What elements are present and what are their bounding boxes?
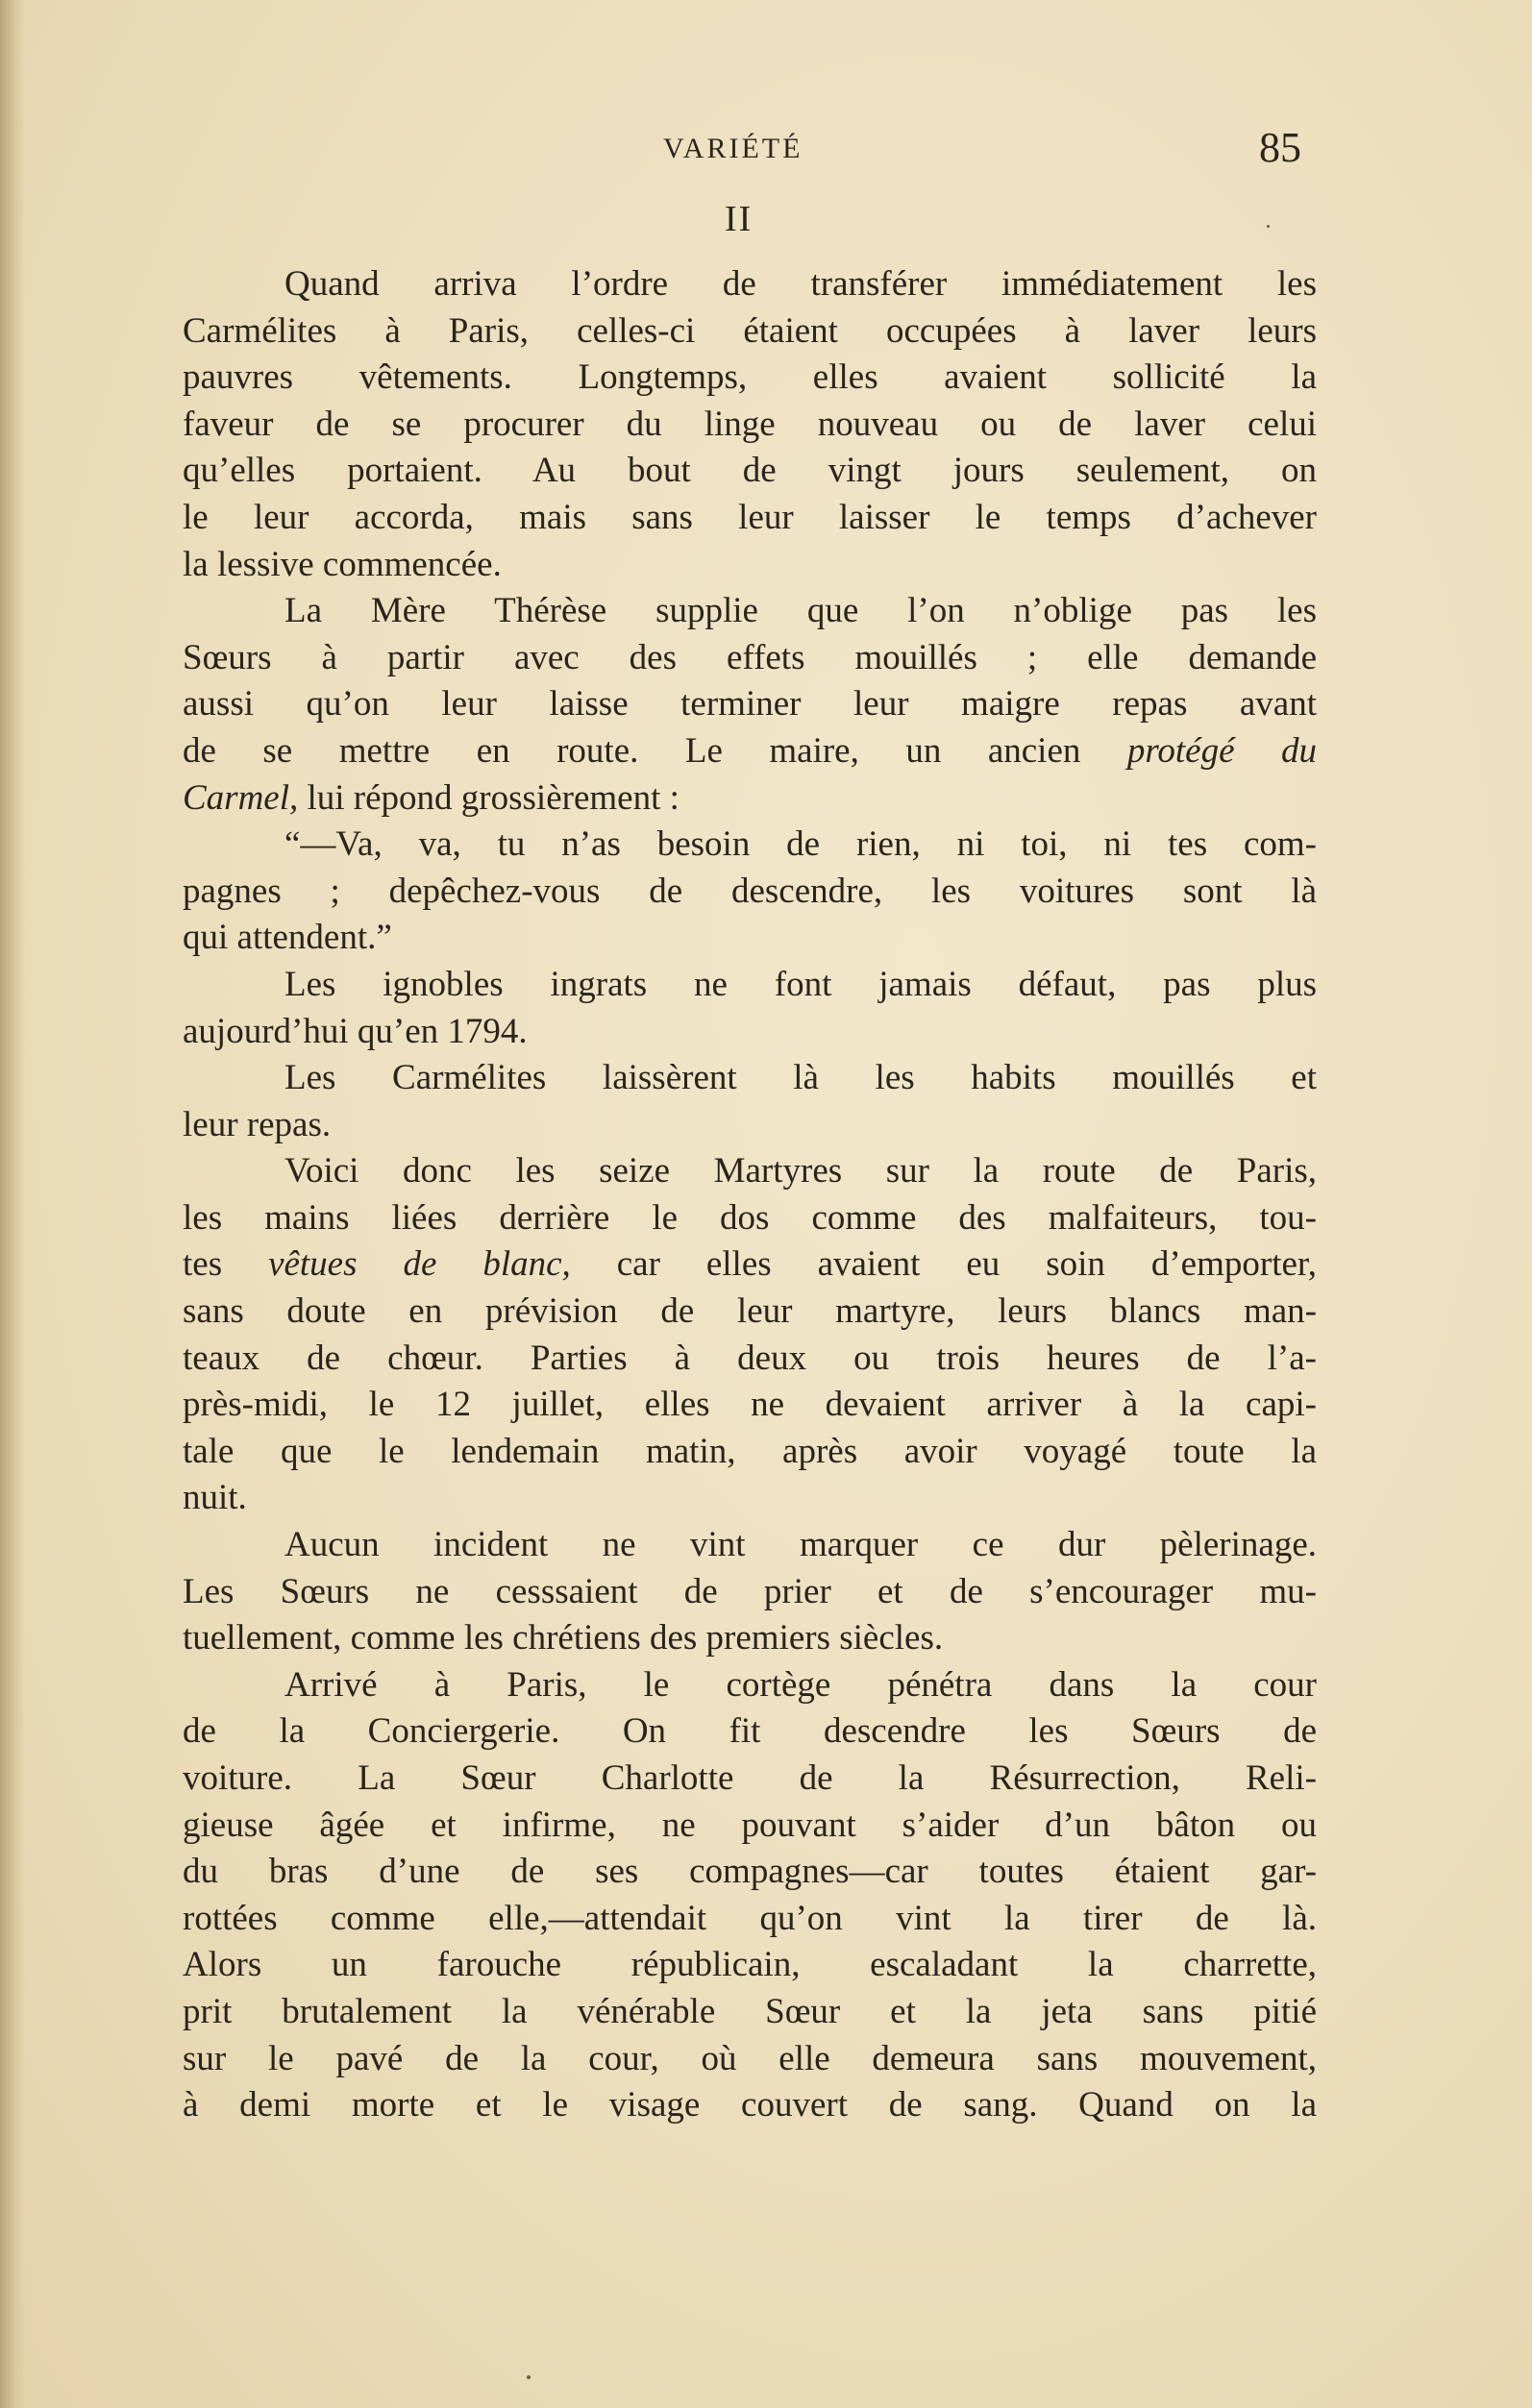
text-line xyxy=(183,775,1317,823)
text-line xyxy=(183,915,1317,962)
text-run: car elles avaient eu soin d’emporter, xyxy=(570,1244,1317,1285)
text-line xyxy=(183,1382,1317,1429)
text-line xyxy=(183,1756,1317,1803)
text-run: pauvres vêtements. Longtemps, elles avaient sollicité la xyxy=(183,357,1317,398)
paper-speck xyxy=(1267,225,1270,228)
text-line xyxy=(183,1429,1317,1476)
text-run: la lessive commencée. xyxy=(183,544,502,584)
text-run: aussi qu’on leur laisse terminer leur maigre repas avant xyxy=(183,684,1317,725)
text-line xyxy=(183,728,1317,775)
text-run: Les Sœurs ne cesssaient de prier et de s’encourager mu- xyxy=(183,1571,1317,1611)
text-line xyxy=(183,1241,1317,1289)
text-line xyxy=(183,822,1317,869)
text-line xyxy=(183,448,1317,495)
text-run: sans doute en prévision de leur martyre, leurs blancs man- xyxy=(183,1291,1317,1332)
text-run: Arrivé à Paris, le cortège pénétra dans la cour xyxy=(284,1664,1317,1705)
text-run: Alors un farouche républicain, escaladant la charrette, xyxy=(183,1945,1317,1985)
text-line xyxy=(183,2082,1317,2129)
text-run: Carmélites à Paris, celles-ci étaient occupées à laver leurs xyxy=(183,310,1317,351)
text-run: “—Va, va, tu n’as besoin de rien, ni toi, ni tes com- xyxy=(284,824,1317,865)
text-run: Sœurs à partir avec des effets mouillés ; elle demande xyxy=(183,637,1317,677)
text-run: rottées comme elle,—attendait qu’on vint la tirer de là. xyxy=(183,1898,1317,1938)
text-line xyxy=(183,1148,1317,1195)
text-line xyxy=(183,308,1317,356)
text-line xyxy=(183,261,1317,308)
text-line xyxy=(183,1662,1317,1709)
text-run: de la Conciergerie. On fit descendre les Sœurs de xyxy=(183,1711,1317,1752)
italic-phrase: protégé du xyxy=(1126,730,1317,771)
text-run: le leur accorda, mais sans leur laisser le temps d’achever xyxy=(183,497,1317,537)
text-run: qui attendent.” xyxy=(183,918,392,958)
text-run: faveur de se procurer du linge nouveau ou de laver celui xyxy=(183,404,1317,444)
text-line xyxy=(183,1942,1317,1989)
text-line xyxy=(183,542,1317,589)
text-line xyxy=(183,1849,1317,1896)
text-run: tes xyxy=(183,1244,269,1285)
body-text xyxy=(183,261,1317,2129)
text-line xyxy=(183,1615,1317,1662)
text-line xyxy=(183,1009,1317,1056)
text-run: qu’elles portaient. Au bout de vingt jours seulement, on xyxy=(183,451,1317,491)
text-run: gieuse âgée et infirme, ne pouvant s’aider d’un bâton ou xyxy=(183,1805,1317,1845)
text-run: lui répond grossièrement : xyxy=(298,777,680,818)
text-line xyxy=(183,402,1317,449)
text-line xyxy=(183,1522,1317,1569)
text-line xyxy=(183,1989,1317,2036)
text-line xyxy=(183,1569,1317,1616)
text-line xyxy=(183,1055,1317,1102)
text-line xyxy=(183,1896,1317,1943)
italic-phrase: vêtues de blanc, xyxy=(268,1244,571,1285)
text-run: nuit. xyxy=(183,1478,247,1518)
text-run: Quand arriva l’ordre de transférer immédiatement les xyxy=(284,264,1317,304)
text-line xyxy=(183,355,1317,402)
text-line xyxy=(183,1289,1317,1336)
text-run: pagnes ; depêchez-vous de descendre, les voitures sont là xyxy=(183,871,1317,911)
text-run: tale que le lendemain matin, après avoir voyagé toute la xyxy=(183,1431,1317,1471)
text-run: tuellement, comme les chrétiens des premiers siècles. xyxy=(183,1618,944,1659)
text-line xyxy=(183,495,1317,542)
text-run: teaux de chœur. Parties à deux ou trois heures de l’a- xyxy=(183,1338,1317,1378)
page-gutter-shadow xyxy=(0,0,25,2408)
text-run: près-midi, le 12 juillet, elles ne devaient arriver à la capi- xyxy=(183,1385,1317,1425)
text-run: à demi morte et le visage couvert de sang. Quand on la xyxy=(183,2085,1317,2125)
text-line xyxy=(183,2036,1317,2083)
text-run: sur le pavé de la cour, où elle demeura sans mouvement, xyxy=(183,2038,1317,2078)
italic-phrase: Carmel, xyxy=(183,777,299,818)
text-line xyxy=(183,1336,1317,1383)
text-run: Les ignobles ingrats ne font jamais défaut, pas plus xyxy=(284,964,1317,1004)
text-run: leur repas. xyxy=(183,1104,332,1144)
text-line xyxy=(183,588,1317,635)
text-line xyxy=(183,962,1317,1009)
text-line xyxy=(183,681,1317,728)
text-line xyxy=(183,1475,1317,1522)
text-run: Les Carmélites laissèrent là les habits mouillés et xyxy=(284,1058,1317,1098)
section-number: II xyxy=(725,199,754,239)
page-header xyxy=(0,123,1532,181)
text-line xyxy=(183,1195,1317,1242)
text-run: du bras d’une de ses compagnes—car toutes étaient gar- xyxy=(183,1852,1317,1892)
text-run: prit brutalement la vénérable Sœur et la jeta sans pitié xyxy=(183,1991,1317,2031)
text-line xyxy=(183,1102,1317,1149)
text-line xyxy=(183,635,1317,682)
running-head: VARIÉTÉ xyxy=(663,133,803,164)
text-run: La Mère Thérèse supplie que l’on n’oblige pas les xyxy=(284,591,1317,631)
text-run: aujourd’hui qu’en 1794. xyxy=(183,1011,528,1051)
text-run: de se mettre en route. Le maire, un ancien xyxy=(183,730,1127,771)
text-run: Voici donc les seize Martyres sur la route de Paris, xyxy=(284,1151,1317,1192)
text-run: voiture. La Sœur Charlotte de la Résurrection, Reli- xyxy=(183,1758,1317,1798)
text-run: les mains liées derrière le dos comme des malfaiteurs, tou- xyxy=(183,1197,1317,1238)
text-line xyxy=(183,1803,1317,1850)
text-run: Aucun incident ne vint marquer ce dur pèlerinage. xyxy=(284,1525,1317,1565)
text-line xyxy=(183,1708,1317,1756)
paper-speck xyxy=(527,2375,531,2379)
text-line xyxy=(183,869,1317,916)
page-number: 85 xyxy=(1259,124,1301,171)
